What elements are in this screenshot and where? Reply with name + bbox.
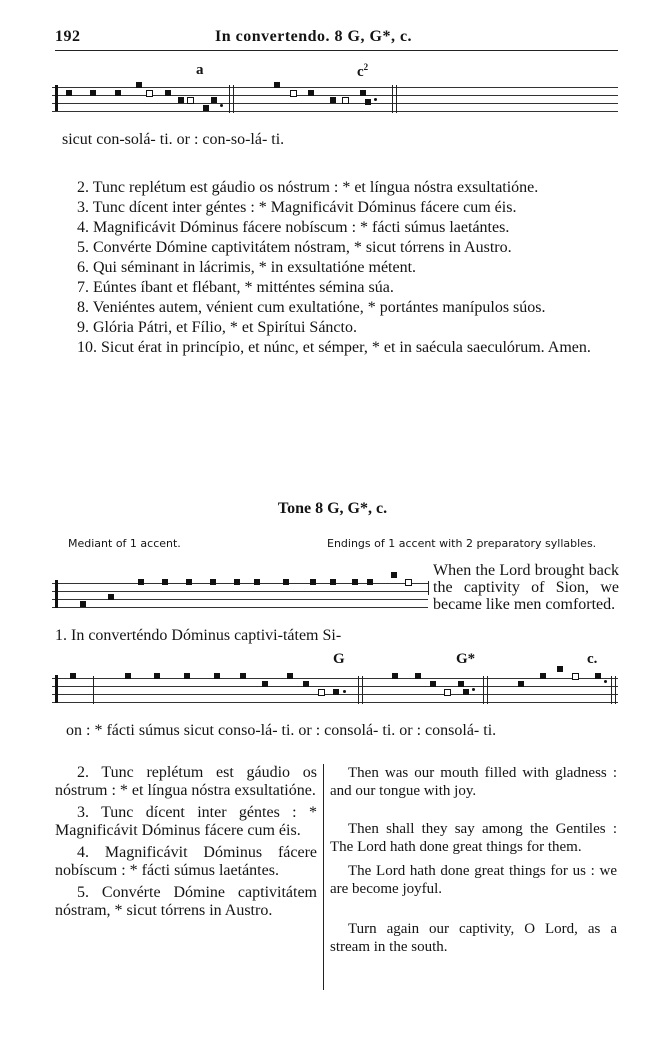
running-title: In convertendo. 8 G, G*, c. bbox=[215, 28, 413, 45]
verse-7: 7. Eúntes íbant et flébant, * mitténtes sémina súa. bbox=[77, 279, 394, 296]
latin-verse-3: 3. Tunc dícent inter géntes : * Magnificávit Dóminus fácere cum éis. bbox=[55, 804, 317, 839]
label-c2 bbox=[357, 62, 368, 81]
verse-4: 4. Magnificávit Dóminus fácere nobíscum : * fácti súmus laetántes. bbox=[77, 219, 510, 236]
top-staff-syllables: sicut con-solá- ti. or : con-so-lá- ti. bbox=[62, 131, 285, 148]
header-rule bbox=[55, 50, 618, 51]
line1-syllables: 1. In converténdo Dóminus captivi-tátem Si- bbox=[55, 627, 342, 644]
english-translation-1: When the Lord brought back the captivity of Sion, we became like men comforted. bbox=[433, 562, 619, 613]
english-verse-2: Then was our mouth filled with gladness : and our tongue with joy. bbox=[330, 765, 617, 799]
english-verse-3: Then shall they say among the Gentiles : The Lord hath done great things for them. bbox=[330, 821, 617, 855]
page-number: 192 bbox=[55, 28, 81, 45]
latin-verse-5: 5. Convérte Dómine captivitátem nóstram, * sicut tórrens in Austro. bbox=[55, 884, 317, 919]
verse-5: 5. Convérte Dómine captivitátem nóstram, * sicut tórrens in Austro. bbox=[77, 239, 512, 256]
verse-6: 6. Qui séminant in lácrimis, * in exsultatióne métent. bbox=[77, 259, 417, 276]
verse-2: 2. Tunc replétum est gáudio os nóstrum : * et língua nóstra exsultatióne. bbox=[77, 179, 539, 196]
verse-8: 8. Veniéntes autem, vénient cum exultatióne, * portántes manípulos súos. bbox=[77, 299, 546, 316]
endings-label: Endings of 1 accent with 2 preparatory syllables. bbox=[327, 537, 597, 550]
verse-9: 9. Glória Pátri, et Fílio, * et Spirítui Sáncto. bbox=[77, 319, 357, 336]
clef-mark bbox=[55, 85, 58, 111]
english-column bbox=[330, 764, 617, 956]
line2-syllables: on : * fácti súmus sicut conso-lá- ti. or : consolá- ti. or : consolá- ti. bbox=[66, 722, 497, 739]
mediant-label: Mediant of 1 accent. bbox=[68, 537, 181, 550]
latin-verse-2: 2. Tunc replétum est gáudio os nóstrum : * et língua nóstra exsultatióne. bbox=[55, 764, 317, 799]
column-divider bbox=[323, 764, 324, 990]
verse-3: 3. Tunc dícent inter géntes : * Magnificávit Dóminus fácere cum éis. bbox=[77, 199, 517, 216]
tone-title: Tone 8 G, G*, c. bbox=[277, 500, 388, 517]
latin-column bbox=[55, 764, 317, 924]
ending-label-g: G bbox=[333, 651, 345, 667]
verse-list bbox=[55, 178, 615, 358]
ending-label-gstar: G* bbox=[456, 651, 476, 667]
label-c2-text: c bbox=[357, 64, 364, 80]
latin-verse-4: 4. Magnificávit Dóminus fácere nobíscum : * fácti súmus laetántes. bbox=[55, 844, 317, 879]
english-verse-5: Turn again our captivity, O Lord, as a stream in the south. bbox=[330, 921, 617, 955]
english-verse-4: The Lord hath done great things for us : we are become joyful. bbox=[330, 863, 617, 897]
ending-label-c: c. bbox=[587, 651, 598, 667]
label-c2-sup: 2 bbox=[363, 62, 369, 72]
label-a: a bbox=[196, 62, 204, 78]
verse-10: 10. Sicut érat in princípio, et núnc, et sémper, * et in saécula saeculórum. Amen. bbox=[77, 339, 591, 356]
